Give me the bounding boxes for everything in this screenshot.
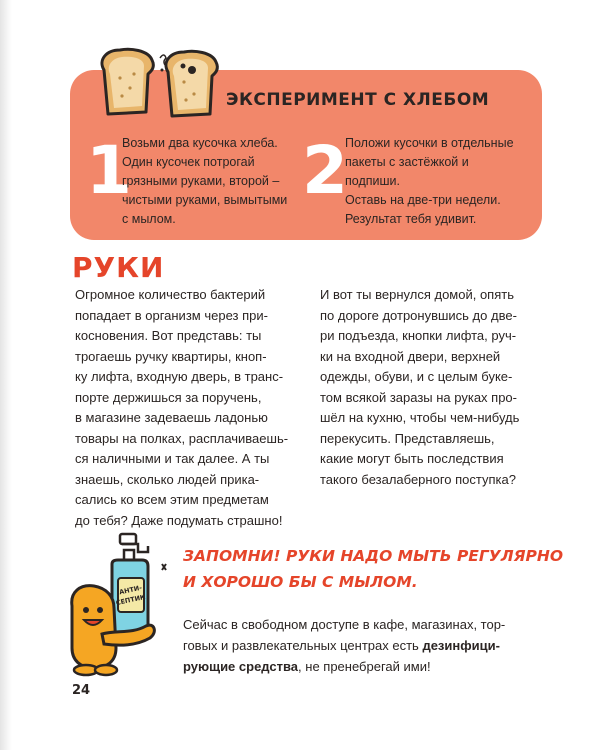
bread-slice-icon: [96, 46, 158, 118]
step-1-line: чистыми руками, вымытыми: [122, 193, 288, 207]
body-column-left: [75, 285, 310, 531]
info-line: [183, 635, 553, 656]
paragraph-line: трогаешь ручку квартиры, кноп-: [75, 348, 267, 364]
step-1-line: Возьми два кусочка хлеба.: [122, 136, 278, 150]
paragraph-line: ри подъезда, кнопки лифта, руч-: [320, 328, 517, 343]
step-1-line: с мылом.: [122, 212, 176, 226]
paragraph-line: какие могут быть последствия: [320, 451, 504, 466]
paragraph-line: ся наличными и так далее. А ты: [75, 451, 270, 466]
step-2-line: Положи кусочки в отдельные: [345, 136, 514, 150]
info-bold-text: дезинфици-: [422, 638, 500, 653]
paragraph-line: по дороге дотронувшись до две-: [320, 307, 517, 323]
step-2-text: [345, 134, 527, 229]
paragraph-line: Огромное количество бактерий: [75, 287, 266, 302]
paragraph-line: косновения. Вот представь: ты: [75, 328, 262, 343]
step-2-line: пакеты с застёжкой и подпиши.: [345, 155, 469, 188]
bottle-label-line-1: АНТИ-: [118, 583, 143, 597]
step-number-2: 2: [302, 132, 348, 209]
paragraph-line: сались ко всем этим предметам: [75, 492, 269, 507]
info-line: [183, 656, 553, 677]
paragraph-line: ки на входной двери, верхней: [320, 348, 501, 364]
info-paragraph: [183, 614, 553, 677]
remember-callout: [183, 543, 564, 595]
paragraph-line: шёл на кухню, чтобы чем-нибудь: [320, 410, 520, 425]
step-number-1: 1: [86, 132, 132, 209]
info-text: говых и развлекательных центрах есть: [183, 638, 423, 653]
paragraph-line: в магазине задеваешь ладонью: [75, 410, 268, 425]
info-line: Сейчас в свободном доступе в кафе, магазинах, тор-: [183, 617, 506, 632]
page-edge: [0, 0, 12, 750]
bottle-label-line-2: СЕПТИК: [115, 593, 147, 608]
paragraph-line: ку лифта, входную дверь, в транс-: [75, 369, 284, 384]
paragraph-line: такого безалаберного поступка?: [320, 471, 516, 487]
page-number: 24: [72, 683, 91, 698]
info-text: , не пренебрегай ими!: [298, 659, 431, 674]
step-2-line: Результат тебя удивит.: [345, 212, 477, 226]
paragraph-line: порте держишься за поручень,: [75, 389, 262, 405]
antiseptic-character-illustration: [66, 530, 178, 678]
paragraph-line: И вот ты вернулся домой, опять: [320, 287, 514, 302]
paragraph-line: перекусить. Представляешь,: [320, 430, 495, 446]
paragraph-line: товары на полках, расплачиваешь-: [75, 430, 289, 446]
step-1-text: [122, 134, 297, 229]
body-column-right: [320, 285, 545, 490]
info-bold-text: рующие средства: [183, 659, 299, 674]
paragraph-line: одежды, обуви, и с целым буке-: [320, 369, 513, 384]
paragraph-line: попадает в организм через при-: [75, 307, 268, 323]
step-2-line: Оставь на две-три недели.: [345, 193, 501, 207]
section-title: РУКИ: [72, 251, 165, 284]
paragraph-line: до тебя? Даже подумать страшно!: [75, 512, 283, 528]
remember-line: И ХОРОШО БЫ С МЫЛОМ.: [183, 573, 418, 591]
step-1-line: Один кусочек потрогай: [122, 155, 255, 169]
experiment-title: ЭКСПЕРИМЕНТ С ХЛЕБОМ: [226, 90, 490, 110]
paragraph-line: знаешь, сколько людей прика-: [75, 471, 260, 487]
step-1-line: грязными руками, второй –: [122, 174, 280, 188]
dirty-bread-slice-icon: [156, 48, 224, 120]
remember-line: ЗАПОМНИ! РУКИ НАДО МЫТЬ РЕГУЛЯРНО: [183, 547, 564, 565]
paragraph-line: том всякой заразы на руках про-: [320, 389, 517, 405]
